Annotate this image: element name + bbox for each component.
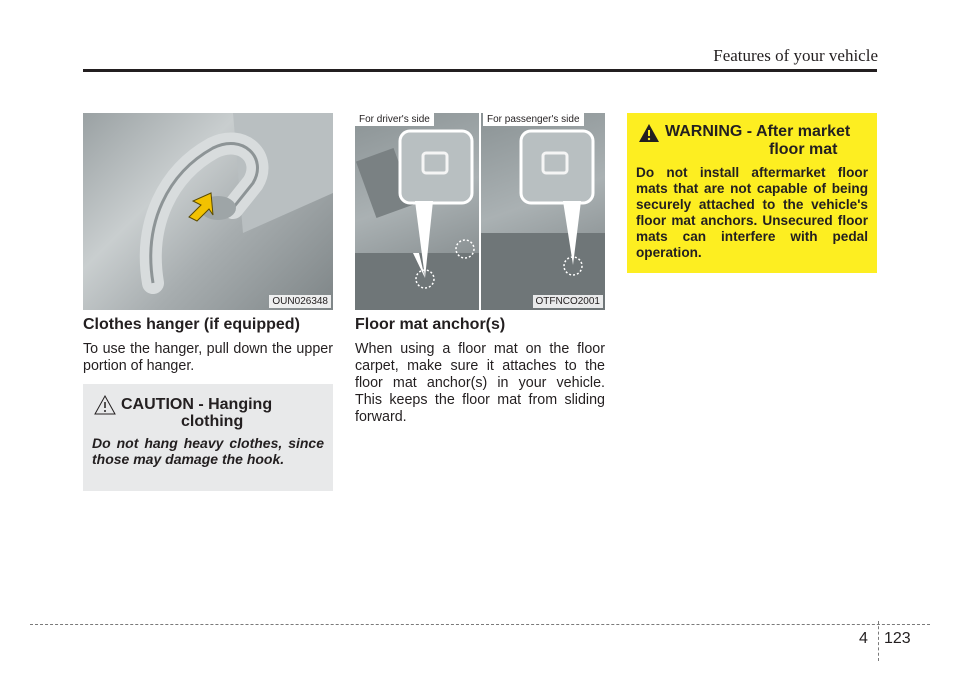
footer-rule bbox=[30, 624, 930, 625]
floor-mat-photo bbox=[355, 113, 605, 310]
floor-mat-body: When using a floor mat on the floor carpet, make sure it attaches to the floor mat anchor(s) in your vehicle. This keeps the floor mat from sliding forward. bbox=[355, 341, 605, 425]
warning-box bbox=[627, 113, 877, 273]
caution-triangle-icon bbox=[93, 394, 117, 416]
passenger-side-image bbox=[481, 113, 605, 310]
hanger-photo bbox=[83, 113, 333, 310]
driver-side-image bbox=[355, 113, 479, 310]
hanger-body: To use the hanger, pull down the upper portion of hanger. bbox=[83, 341, 333, 374]
caution-title: CAUTION - Hanging clothing bbox=[121, 396, 273, 430]
warning-text: Do not install aftermarket floor mats that are not capable of being securely attached to the vehicle's floor mat anchors. Unsecured floor mats can interfere with pedal operation. bbox=[636, 165, 868, 260]
running-header: Features of your vehicle bbox=[713, 46, 878, 65]
footer-separator bbox=[878, 621, 879, 661]
warning-title: WARNING - After market floor mat bbox=[665, 123, 851, 158]
figure-code: OTFNCO2001 bbox=[533, 295, 603, 308]
page-number: 123 bbox=[884, 630, 911, 647]
chapter-number: 4 bbox=[859, 630, 868, 647]
caution-text: Do not hang heavy clothes, since those may damage the hook. bbox=[92, 435, 324, 467]
passenger-side-label: For passenger's side bbox=[483, 113, 584, 126]
header-rule bbox=[83, 69, 877, 72]
driver-side-label: For driver's side bbox=[355, 113, 434, 126]
hanger-illustration bbox=[83, 113, 333, 310]
figure-code: OUN026348 bbox=[269, 295, 331, 308]
warning-triangle-icon bbox=[637, 122, 661, 144]
caution-box bbox=[83, 384, 333, 491]
hanger-heading: Clothes hanger (if equipped) bbox=[83, 316, 300, 333]
floor-mat-heading: Floor mat anchor(s) bbox=[355, 316, 506, 333]
